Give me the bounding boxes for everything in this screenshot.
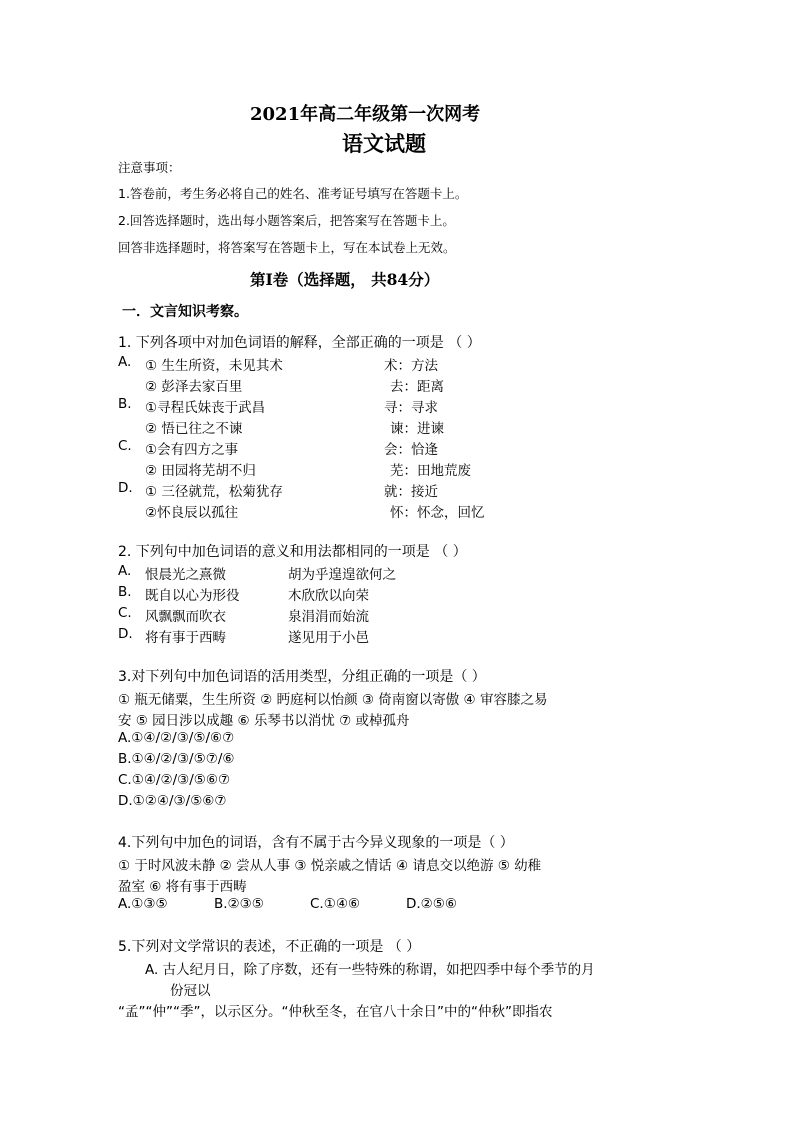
q2-option-b-label: B. — [118, 584, 132, 600]
q1-option-a-gloss1: 术：方法 — [384, 358, 438, 374]
q3-sentences-line1: ① 瓶无储粟，生生所资 ② 眄庭柯以怡颜 ③ 倚南窗以寄傲 ④ 审容膝之易 — [118, 692, 548, 708]
q3-option-b: B.①④/②/③/⑤⑦/⑥ — [118, 751, 235, 767]
q1-option-c-gloss2: 芜：田地荒废 — [390, 463, 471, 479]
q4-option-d: D.②⑤⑥ — [406, 896, 457, 912]
q1-option-a-label: A. — [118, 354, 132, 370]
q5-option-a-line2: 份冠以 — [170, 983, 211, 999]
q1-option-b-gloss2: 谏：进谏 — [390, 421, 444, 437]
q2-option-c-label: C. — [118, 605, 132, 621]
section-subtitle: 一．文言知识考察。 — [122, 304, 248, 320]
q2-option-a-text1: 恨晨光之熹微 — [145, 567, 226, 583]
q1-option-c-label: C. — [118, 438, 132, 454]
q2-option-c-text2: 泉涓涓而始流 — [288, 609, 369, 625]
q1-option-c-gloss1: 会：恰逢 — [384, 442, 438, 458]
q1-option-c-item1: ①会有四方之事 — [145, 442, 239, 458]
q2-option-b-text1: 既自以心为形役 — [145, 588, 240, 604]
q4-sentences-line1: ① 于时风波未静 ② 尝从人事 ③ 悦亲戚之情话 ④ 请息交以绝游 ⑤ 幼稚 — [118, 858, 542, 874]
section-title: 第Ⅰ卷（选择题， 共84分） — [250, 270, 440, 289]
question-1-stem: 1. 下列各项中对加色词语的解释，全部正确的一项是 （ ） — [118, 335, 481, 351]
q1-option-d-gloss2: 怀：怀念，回忆 — [390, 505, 485, 521]
q3-sentences-line2: 安 ⑤ 园日涉以成趣 ⑥ 乐琴书以消忧 ⑦ 或棹孤舟 — [118, 713, 410, 729]
q5-option-a-line3: “孟”“仲”“季”，以示区分。“仲秋至冬，在官八十余日”中的“仲秋”即指农 — [118, 1004, 553, 1020]
q3-option-a: A.①④/②/③/⑤/⑥⑦ — [118, 730, 235, 746]
q1-option-a-item1: ① 生生所资，未见其术 — [145, 358, 283, 374]
q5-option-a-line1: A. 古人纪月日，除了序数，还有一些特殊的称谓，如把四季中每个季节的月 — [145, 962, 595, 978]
q1-option-b-item1: ①寻程氏妹丧于武昌 — [145, 400, 266, 416]
q3-option-d: D.①②④/③/⑤⑥⑦ — [118, 793, 227, 809]
q4-option-a: A.①③⑤ — [118, 896, 168, 912]
q1-option-b-gloss1: 寻：寻求 — [384, 400, 438, 416]
notes-label: 注意事项： — [118, 160, 181, 175]
q1-option-c-item2: ② 田园将芜胡不归 — [145, 463, 256, 479]
q2-option-a-label: A. — [118, 563, 132, 579]
note-item: 1.答卷前，考生务必将自己的姓名、准考证号填写在答题卡上。 — [118, 186, 468, 201]
note-item: 回答非选择题时，将答案写在答题卡上，写在本试卷上无效。 — [118, 240, 456, 255]
q1-option-d-item1: ① 三径就荒，松菊犹存 — [145, 484, 283, 500]
q2-option-d-text2: 遂见用于小邑 — [288, 630, 369, 646]
question-2-stem: 2. 下列句中加色词语的意义和用法都相同的一项是 （ ） — [118, 544, 467, 560]
note-item: 2.回答选择题时，选出每小题答案后，把答案写在答题卡上。 — [118, 213, 455, 228]
q4-sentences-line2: 盈室 ⑥ 将有事于西畴 — [118, 879, 247, 895]
question-3-stem: 3.对下列句中加色词语的活用类型，分组正确的一项是（ ） — [118, 669, 486, 685]
q1-option-a-item2: ② 彭泽去家百里 — [145, 379, 243, 395]
q1-option-d-item2: ②怀良辰以孤往 — [145, 505, 239, 521]
q1-option-b-label: B. — [118, 396, 132, 412]
q2-option-d-label: D. — [118, 626, 133, 642]
question-5-stem: 5.下列对文学常识的表述，不正确的一项是 （ ） — [118, 939, 421, 955]
exam-title: 2021年高二年级第一次网考 — [250, 104, 481, 125]
q2-option-c-text1: 风飘飘而吹衣 — [145, 609, 226, 625]
q4-option-c: C.①④⑥ — [310, 896, 361, 912]
q1-option-d-label: D. — [118, 480, 133, 496]
q1-option-a-gloss2: 去：距离 — [390, 379, 444, 395]
q1-option-b-item2: ② 悟已往之不谏 — [145, 421, 243, 437]
q3-option-c: C.①④/②/③/⑤⑥⑦ — [118, 772, 231, 788]
exam-subject-title: 语文试题 — [342, 131, 426, 156]
q2-option-a-text2: 胡为乎遑遑欲何之 — [288, 567, 396, 583]
q4-option-b: B.②③⑤ — [214, 896, 264, 912]
q2-option-d-text1: 将有事于西畴 — [145, 630, 226, 646]
q1-option-d-gloss1: 就：接近 — [384, 484, 438, 500]
q2-option-b-text2: 木欣欣以向荣 — [288, 588, 369, 604]
question-4-stem: 4.下列句中加色的词语，含有不属于古今异义现象的一项是（ ） — [118, 835, 514, 851]
